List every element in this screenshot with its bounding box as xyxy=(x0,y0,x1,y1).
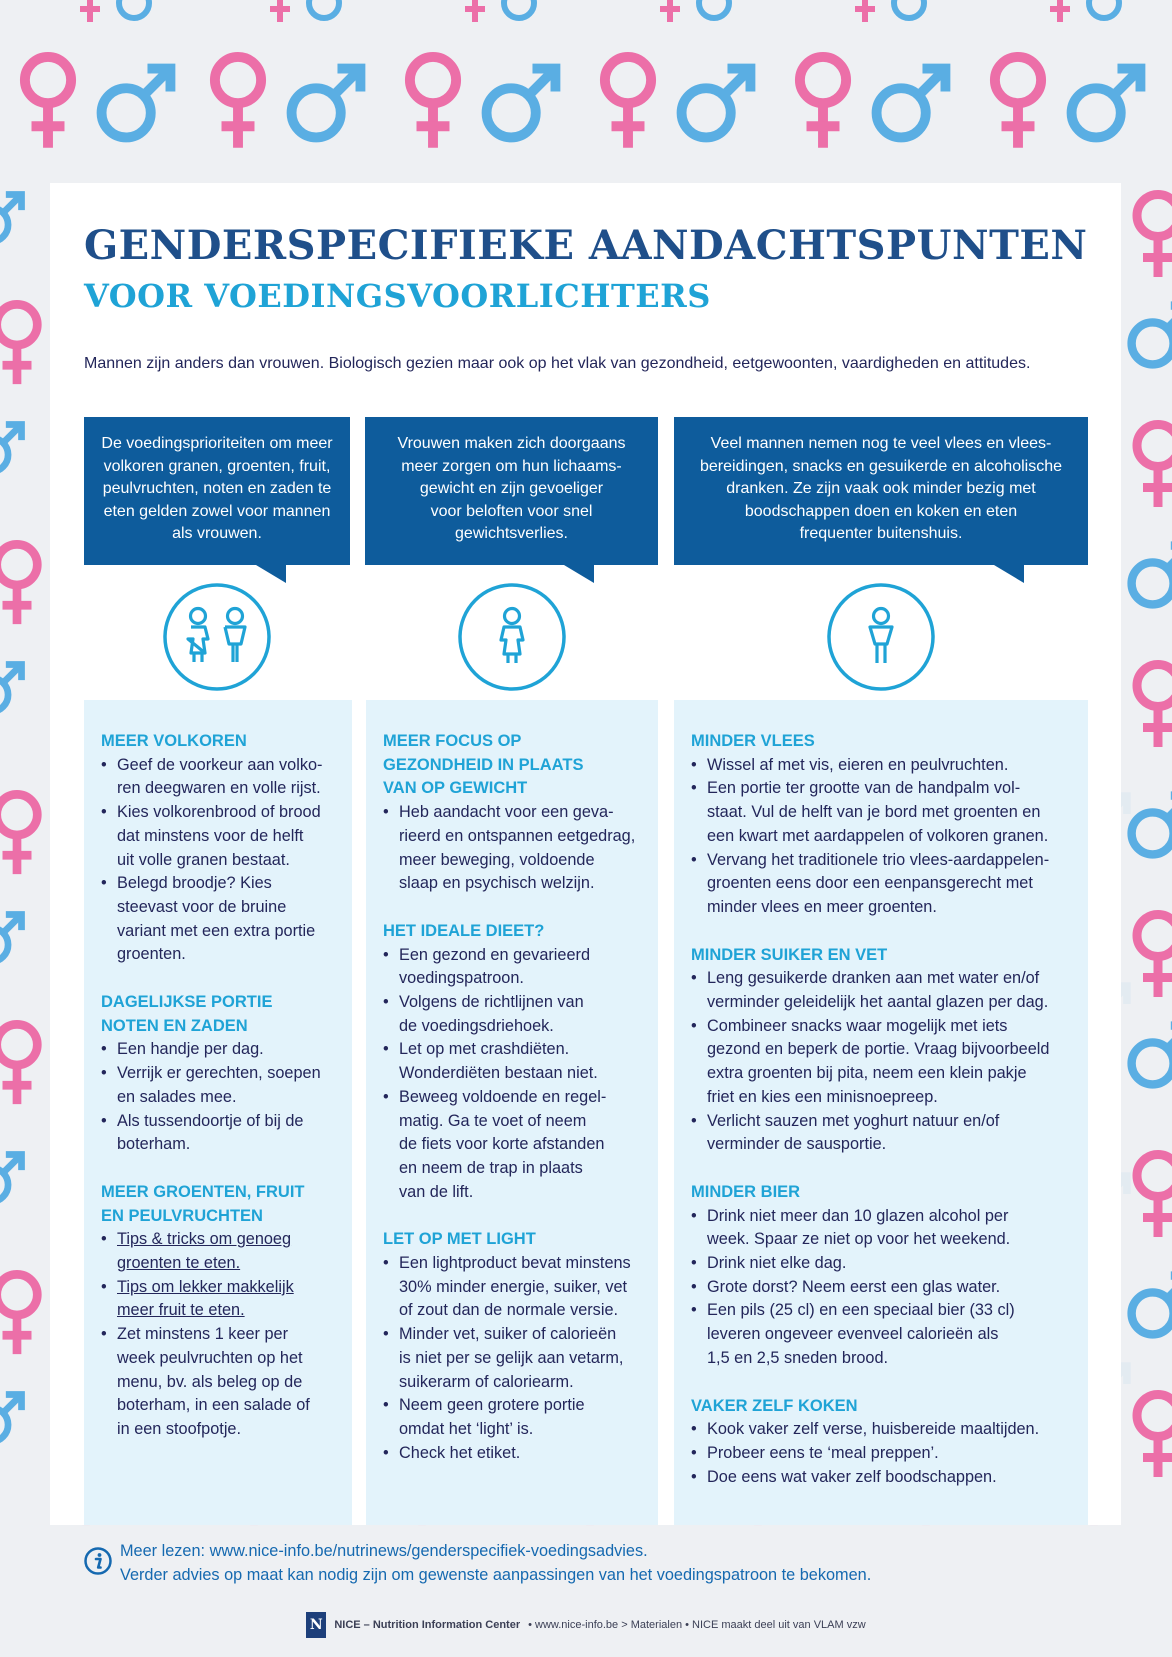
bullet-line: Vervang het traditionele trio vlees-aardappelen- xyxy=(707,850,1050,869)
heading-line: MINDER SUIKER EN VET xyxy=(691,945,888,964)
bubble-text-line: als vrouwen. xyxy=(172,525,262,542)
male-symbol-icon xyxy=(115,0,165,22)
bullet-list xyxy=(691,1418,1070,1489)
bubble-text-line: peulvruchten, noten en zaden te xyxy=(102,480,332,497)
tip-link[interactable]: meer fruit te eten. xyxy=(117,1301,245,1320)
male-symbol-icon xyxy=(695,0,745,22)
male-symbol-icon xyxy=(480,62,562,144)
bullet-line: Drink niet meer dan 10 glazen alcohol per xyxy=(707,1206,1009,1225)
section-heading xyxy=(383,920,640,944)
female-symbol-icon xyxy=(1040,0,1080,24)
credit-details: • www.nice-info.be > Materialen • NICE maakt deel uit van VLAM vzw xyxy=(528,1619,866,1631)
bullet-line: variant met een extra portie xyxy=(117,921,316,940)
bubble-text-line: meer zorgen om hun lichaams- xyxy=(401,457,622,475)
female-symbol-icon xyxy=(0,1020,46,1107)
list-item xyxy=(383,1252,640,1323)
page-subtitle: VOOR VOEDINGSVOORLICHTERS xyxy=(84,277,711,315)
list-item xyxy=(691,849,1070,920)
bullet-line: groenten. xyxy=(117,945,186,964)
bullet-line: slaap en psychisch welzijn. xyxy=(399,874,595,893)
man-icon xyxy=(826,582,936,692)
female-symbol-icon xyxy=(260,0,300,24)
bullet-line: voedingspatroon. xyxy=(399,969,524,988)
bubble-text-line: voor beloften voor snel xyxy=(430,502,593,520)
list-item xyxy=(101,1110,334,1157)
bullet-line: de voedingsdriehoek. xyxy=(399,1016,554,1035)
bullet-line: Probeer eens te ‘meal preppen’. xyxy=(707,1443,939,1462)
female-symbol-icon xyxy=(1128,420,1172,510)
bullet-line: Wissel af met vis, eieren en peulvruchten. xyxy=(707,755,1009,774)
bubble-text-line: De voedingsprioriteiten om meer xyxy=(101,435,333,452)
tip-link[interactable]: Tips & tricks om genoeg xyxy=(117,1230,292,1249)
bubble-text-line: gewicht en zijn gevoeliger xyxy=(419,480,604,497)
bullet-list xyxy=(691,967,1070,1157)
bullet-line: boterham. xyxy=(117,1135,191,1154)
bullet-line: Heb aandacht voor een geva- xyxy=(399,803,614,822)
female-symbol-icon xyxy=(455,0,495,24)
female-symbol-icon xyxy=(1128,1150,1172,1240)
male-symbol-icon xyxy=(285,62,367,144)
bullet-line: week peulvruchten op het xyxy=(117,1348,303,1367)
bubble-tail xyxy=(256,565,286,583)
bullet-line: en salades mee. xyxy=(117,1087,237,1106)
bullet-line: Wonderdiëten bestaan niet. xyxy=(399,1064,598,1083)
bullet-list xyxy=(383,1252,640,1465)
male-symbol-icon xyxy=(500,0,550,22)
list-item xyxy=(691,1110,1070,1157)
tip-link[interactable]: Tips om lekker makkelijk xyxy=(117,1277,294,1296)
page-title: GENDERSPECIFIEKE AANDACHTSPUNTEN xyxy=(84,222,1088,269)
heading-line: MEER FOCUS OP xyxy=(383,732,522,750)
bullet-line: Zet minstens 1 keer per xyxy=(117,1325,289,1344)
bullet-line: menu, bv. als beleg op de xyxy=(117,1372,303,1391)
list-item xyxy=(383,1086,640,1205)
female-symbol-icon xyxy=(595,52,661,151)
bubble-text-line: volkoren granen, groenten, fruit, xyxy=(103,457,331,475)
bubble-text-line: gewichtsverlies. xyxy=(455,525,568,542)
male-symbol-icon xyxy=(0,420,26,476)
male-symbol-icon xyxy=(305,0,355,22)
bubble-text-line: Vrouwen maken zich doorgaans xyxy=(397,435,626,452)
heading-line: MEER GROENTEN, FRUIT xyxy=(101,1182,305,1201)
list-item xyxy=(691,1466,1070,1490)
bullet-line: omdat het ‘light’ is. xyxy=(399,1419,534,1438)
heading-line: VAN OP GEWICHT xyxy=(383,779,528,798)
female-symbol-icon xyxy=(845,0,885,24)
female-symbol-icon xyxy=(205,52,271,151)
section-heading xyxy=(691,730,1070,754)
female-symbol-icon xyxy=(1128,660,1172,750)
heading-line: HET IDEALE DIEET? xyxy=(383,921,545,940)
bullet-line: minder vlees en meer groenten. xyxy=(707,897,937,916)
male-symbol-icon xyxy=(1126,1270,1172,1340)
bullet-line: Kook vaker zelf verse, huisbereide maaltijden. xyxy=(707,1420,1040,1439)
footer-read-more[interactable]: Meer lezen: www.nice-info.be/nutrinews/genderspecifiek-voedingsadvies. xyxy=(120,1542,648,1560)
list-item xyxy=(101,1038,334,1062)
female-symbol-icon xyxy=(0,790,46,877)
bullet-line: Een pils (25 cl) en een speciaal bier (33 cl) xyxy=(707,1301,1015,1320)
female-symbol-icon xyxy=(790,52,856,151)
bullet-line: Let op met crashdiëten. xyxy=(399,1040,570,1059)
bullet-line: Als tussendoortje of bij de xyxy=(117,1111,304,1130)
bullet-line: staat. Vul de helft van je bord met groenten en xyxy=(707,803,1041,822)
male-symbol-icon xyxy=(870,62,952,144)
bullet-line: Verlicht sauzen met yoghurt natuur en/of xyxy=(707,1111,1000,1130)
link-list-item[interactable] xyxy=(101,1228,334,1275)
heading-line: VAKER ZELF KOKEN xyxy=(691,1396,858,1415)
section-heading xyxy=(383,1228,640,1252)
bubble-tail xyxy=(564,565,594,583)
list-item xyxy=(383,1394,640,1441)
bullet-line: verminder geleidelijk het aantal glazen per dag. xyxy=(707,993,1049,1012)
bubble-text-line: frequenter buitenshuis. xyxy=(799,525,963,542)
bullet-line: is niet per se gelijk aan vetarm, xyxy=(399,1348,624,1367)
list-item xyxy=(691,967,1070,1014)
bullet-line: Kies volkorenbrood of brood xyxy=(117,803,321,822)
female-symbol-icon xyxy=(0,300,46,387)
heading-line: NOTEN EN ZADEN xyxy=(101,1016,248,1035)
bullet-line: groenten eens door een eenpansgerecht met xyxy=(707,874,1033,893)
tip-link[interactable]: groenten te eten. xyxy=(117,1254,241,1273)
male-symbol-icon xyxy=(0,910,26,966)
list-item xyxy=(101,1062,334,1109)
woman-and-man-icon xyxy=(162,582,272,692)
list-item xyxy=(101,754,334,801)
credit-line xyxy=(0,1612,1172,1638)
heading-line: MINDER VLEES xyxy=(691,732,815,750)
male-symbol-icon xyxy=(95,62,177,144)
bubble-text-line: dranken. Ze zijn vaak ook minder bezig met xyxy=(726,480,1036,497)
list-item xyxy=(101,801,334,872)
female-symbol-icon xyxy=(1128,910,1172,1000)
bullet-line: dat minstens voor de helft xyxy=(117,826,304,845)
bubble-text-line: eten gelden zowel voor mannen xyxy=(103,502,331,520)
male-symbol-icon xyxy=(675,62,757,144)
list-item xyxy=(691,1205,1070,1252)
heading-line: EN PEULVRUCHTEN xyxy=(101,1206,263,1225)
section-heading xyxy=(691,1181,1070,1205)
male-symbol-icon xyxy=(1126,540,1172,610)
bullet-line: steevast voor de bruine xyxy=(117,897,287,916)
bullet-line: in een stoofpotje. xyxy=(117,1419,242,1438)
bullet-list xyxy=(383,801,640,896)
bullet-line: Drink niet elke dag. xyxy=(707,1254,847,1273)
bullet-line: friet en kies een minisnoepreep. xyxy=(707,1087,938,1106)
intro-text: Mannen zijn anders dan vrouwen. Biologisch gezien maar ook op het vlak van gezondheid, eetgewoonten, vaardigheden en attitudes. xyxy=(84,355,1031,372)
nice-logo: N xyxy=(306,1612,326,1638)
bullet-line: Neem geen grotere portie xyxy=(399,1396,585,1415)
heading-line: MEER VOLKOREN xyxy=(101,732,247,750)
heading-line: LET OP MET LIGHT xyxy=(383,1230,536,1249)
bullet-line: meer beweging, voldoende xyxy=(399,850,595,869)
female-symbol-icon xyxy=(15,52,81,151)
bullet-line: Minder vet, suiker of calorieën xyxy=(399,1325,617,1344)
bubble-text-line: Veel mannen nemen nog te veel vlees en vlees- xyxy=(710,435,1052,452)
speech-bubble-both xyxy=(84,417,350,565)
info-icon xyxy=(84,1547,112,1575)
list-item xyxy=(383,991,640,1038)
bullet-list xyxy=(691,1205,1070,1371)
list-item xyxy=(101,872,334,967)
section-heading xyxy=(691,944,1070,968)
heading-line: MINDER BIER xyxy=(691,1182,801,1201)
bullet-line: Geef de voorkeur aan volko- xyxy=(117,755,323,774)
footer-advice: Verder advies op maat kan nodig zijn om gewenste aanpassingen van het voedingspatroon te bekomen. xyxy=(120,1566,872,1584)
male-symbol-icon xyxy=(0,190,26,246)
list-item xyxy=(691,754,1070,778)
heading-line: GEZONDHEID IN PLAATS xyxy=(383,755,584,774)
column-men xyxy=(674,700,1088,1525)
column-women xyxy=(366,700,658,1525)
heading-line: DAGELIJKSE PORTIE xyxy=(101,993,273,1012)
section-heading xyxy=(101,991,334,1038)
bullet-line: week. Spaar ze niet op voor het weekend. xyxy=(707,1230,1011,1249)
list-item xyxy=(691,777,1070,848)
bullet-line: Een lightproduct bevat minstens xyxy=(399,1254,631,1273)
speech-bubble-men xyxy=(674,417,1088,565)
list-item xyxy=(691,1015,1070,1110)
female-symbol-icon xyxy=(985,52,1051,151)
male-symbol-icon xyxy=(1126,300,1172,370)
bullet-list xyxy=(101,1228,334,1441)
bullet-line: Volgens de richtlijnen van xyxy=(399,993,584,1012)
bullet-line: leveren ongeveer evenveel calorieën als xyxy=(707,1325,999,1344)
list-item xyxy=(383,1038,640,1085)
speech-bubble-women xyxy=(365,417,658,565)
credit-organisation: NICE – Nutrition Information Center xyxy=(334,1619,521,1631)
bullet-list xyxy=(691,754,1070,920)
column-both xyxy=(84,700,352,1525)
bullet-line: Verrijk er gerechten, soepen xyxy=(117,1064,321,1083)
list-item xyxy=(691,1442,1070,1466)
bullet-line: Check het etiket. xyxy=(399,1443,521,1462)
male-symbol-icon xyxy=(0,1150,26,1206)
bullet-list xyxy=(101,1038,334,1157)
link-list-item[interactable] xyxy=(101,1276,334,1323)
list-item xyxy=(691,1299,1070,1370)
male-symbol-icon xyxy=(890,0,940,22)
male-symbol-icon xyxy=(1126,1020,1172,1090)
bullet-line: Een portie ter grootte van de handpalm vol- xyxy=(707,779,1021,798)
male-symbol-icon xyxy=(1126,790,1172,860)
female-symbol-icon xyxy=(1128,1390,1172,1480)
bubble-text-line: boodschappen doen en koken en eten xyxy=(744,502,1018,520)
bullet-line: Grote dorst? Neem eerst een glas water. xyxy=(707,1277,1001,1296)
bullet-line: gezond en beperk de portie. Vraag bijvoorbeeld xyxy=(707,1040,1050,1059)
section-heading xyxy=(101,730,334,754)
bullet-list xyxy=(101,754,334,967)
bullet-line: verminder de sausportie. xyxy=(707,1135,887,1154)
list-item xyxy=(691,1276,1070,1300)
bullet-line: boterham, in een salade of xyxy=(117,1396,310,1415)
bullet-line: matig. Ga te voet of neem xyxy=(399,1111,587,1130)
bullet-line: Doe eens wat vaker zelf boodschappen. xyxy=(707,1467,997,1486)
list-item xyxy=(691,1252,1070,1276)
list-item xyxy=(383,944,640,991)
male-symbol-icon xyxy=(0,1390,26,1446)
male-symbol-icon xyxy=(0,660,26,716)
bullet-line: van de lift. xyxy=(399,1182,474,1201)
female-symbol-icon xyxy=(0,1270,46,1357)
bullet-line: suikerarm of caloriearm. xyxy=(399,1372,574,1391)
section-heading xyxy=(383,730,640,801)
bullet-line: Een gezond en gevarieerd xyxy=(399,945,590,964)
bullet-line: Combineer snacks waar mogelijk met iets xyxy=(707,1016,1008,1035)
female-symbol-icon xyxy=(650,0,690,24)
bubble-text-line: bereidingen, snacks en gesuikerde en alcoholische xyxy=(699,457,1062,475)
male-symbol-icon xyxy=(1085,0,1135,22)
bullet-line: Belegd broodje? Kies xyxy=(117,874,272,893)
bullet-line: uit volle granen bestaat. xyxy=(117,850,290,869)
bullet-line: Een handje per dag. xyxy=(117,1040,264,1059)
bullet-line: de fiets voor korte afstanden xyxy=(399,1135,605,1154)
bullet-line: Leng gesuikerde dranken aan met water en/of xyxy=(707,969,1040,988)
bubble-tail xyxy=(994,565,1024,583)
section-heading xyxy=(101,1181,334,1228)
bullet-line: ren deegwaren en volle rijst. xyxy=(117,779,321,798)
bullet-line: en neem de trap in plaats xyxy=(399,1158,583,1177)
bullet-list xyxy=(383,944,640,1205)
male-symbol-icon xyxy=(1065,62,1147,144)
female-symbol-icon xyxy=(400,52,466,151)
bullet-line: of zout dan de normale versie. xyxy=(399,1301,619,1320)
female-symbol-icon xyxy=(0,540,46,627)
bullet-line: Beweeg voldoende en regel- xyxy=(399,1087,607,1106)
list-item xyxy=(691,1418,1070,1442)
bullet-line: 1,5 en 2,5 sneden brood. xyxy=(707,1348,889,1367)
bullet-line: rieerd en ontspannen eetgedrag, xyxy=(399,826,636,845)
female-symbol-icon xyxy=(1128,190,1172,280)
list-item xyxy=(383,801,640,896)
woman-icon xyxy=(457,582,567,692)
bullet-line: 30% minder energie, suiker, vet xyxy=(399,1277,628,1296)
list-item xyxy=(383,1442,640,1466)
list-item xyxy=(383,1323,640,1394)
bullet-line: een kwart met aardappelen of volkoren granen. xyxy=(707,826,1049,845)
section-heading xyxy=(691,1395,1070,1419)
female-symbol-icon xyxy=(70,0,110,24)
list-item xyxy=(101,1323,334,1442)
bullet-line: extra groenten bij pita, neem een klein pakje xyxy=(707,1064,1027,1083)
